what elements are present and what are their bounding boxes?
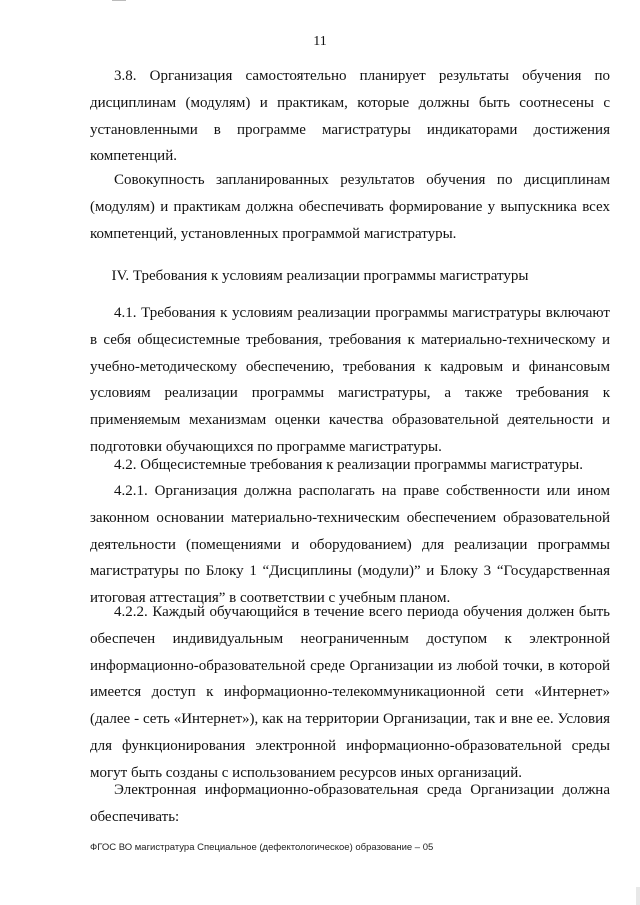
paragraph-3-8: 3.8. Организация самостоятельно планирует результаты обучения по дисциплинам (модулям) и практикам, которые должны быть соотнесены с установленными в программе магистратуры индикаторами достижения компетенций. xyxy=(90,68,610,165)
paragraph-eios: Электронная информационно-образовательная среда Организации должна обеспечивать: xyxy=(90,782,610,825)
scan-artifact xyxy=(112,0,126,1)
paragraph-4-2: 4.2. Общесистемные требования к реализации программы магистратуры. xyxy=(114,457,583,473)
scan-edge xyxy=(636,887,640,905)
paragraph-4-1: 4.1. Требования к условиям реализации программы магистратуры включают в себя общесистемные требования, требования к материально-техническому и учебно-методическому обеспечению, требования к кадровым и финансовым условиям реализации программы магистратуры, а также требования к применяемым механизмам оценки качества образовательной деятельности и подготовки обучающихся по программе магистратуры. xyxy=(90,305,610,455)
section-heading: IV. Требования к условиям реализации программы магистратуры xyxy=(111,268,529,284)
page-footer: ФГОС ВО магистратура Специальное (дефектологическое) образование – 05 xyxy=(90,842,434,853)
paragraph-4-2-2: 4.2.2. Каждый обучающийся в течение всего периода обучения должен быть обеспечен индивидуальным неограниченным доступом к электронной информационно-образовательной среде Организации из любой точки, в которой имеется доступ к информационно-телекоммуникационной сети «Интернет» (далее - сеть «Интернет»), как на территории Организации, так и вне ее. Условия для функционирования электронной информационно-образовательной среды могут быть созданы с использованием ресурсов иных организаций. xyxy=(90,604,610,781)
paragraph-4-2-1: 4.2.1. Организация должна располагать на праве собственности или ином законном основании материально-техническим обеспечением образовательной деятельности (помещениями и оборудованием) для реализации программы магистратуры по Блоку 1 “Дисциплины (модули)” и Блоку 3 “Государственная итоговая аттестация” в соответствии с учебным планом. xyxy=(90,483,610,607)
paragraph-results-summary: Совокупность запланированных результатов обучения по дисциплинам (модулям) и практикам должна обеспечивать формирование у выпускника всех компетенций, установленных программой магистратуры. xyxy=(90,172,610,242)
page-number: 11 xyxy=(313,34,327,49)
